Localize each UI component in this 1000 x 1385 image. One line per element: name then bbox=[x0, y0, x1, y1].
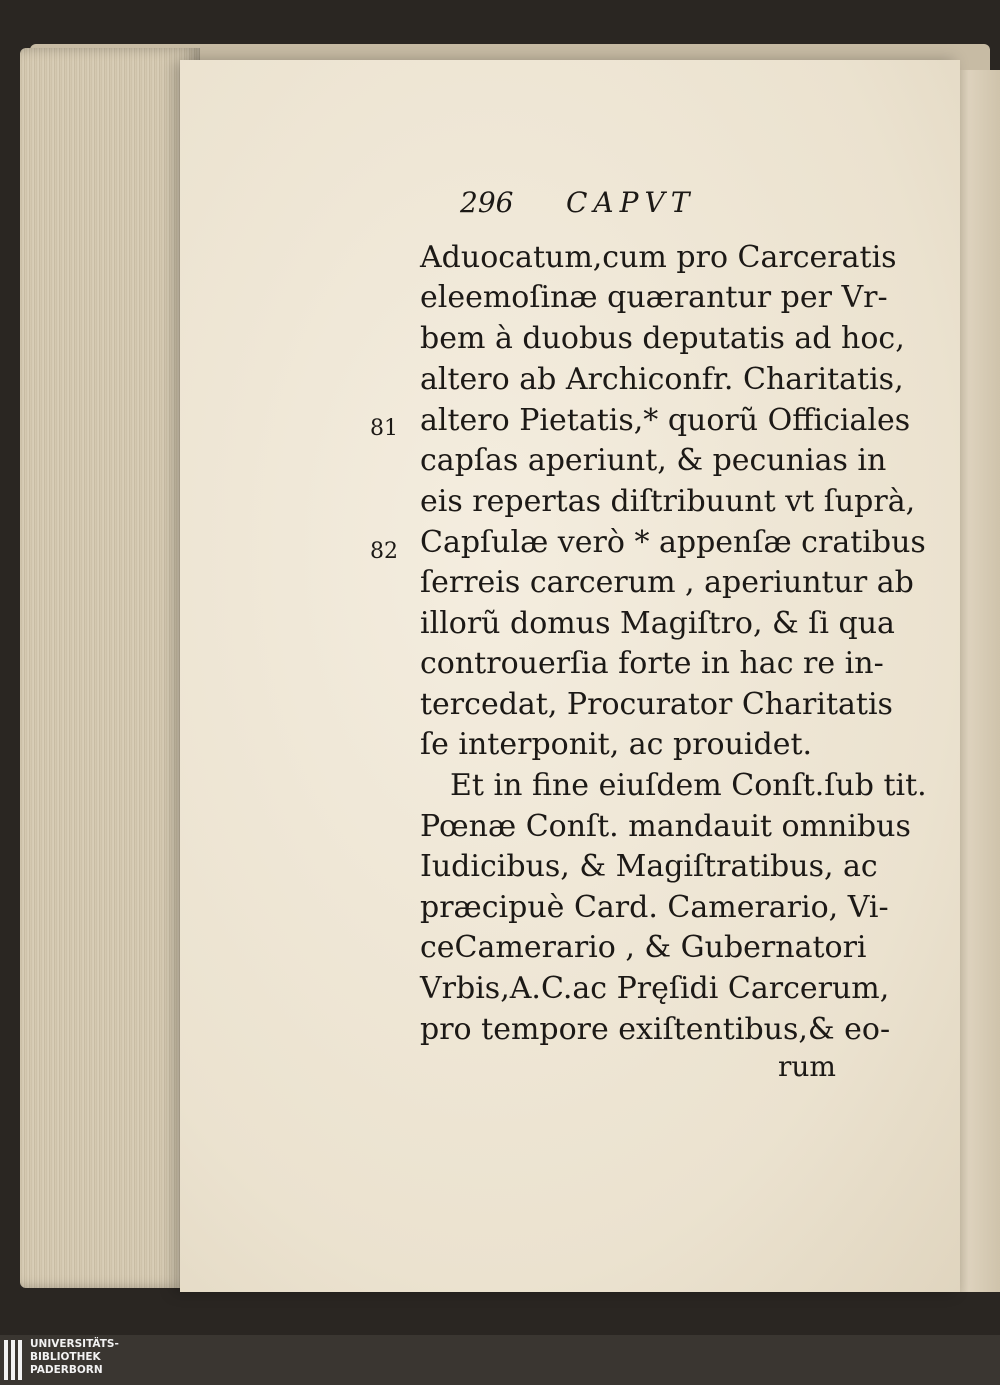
text-line: controuerſia forte in hac re in- bbox=[420, 646, 884, 681]
library-logo-icon bbox=[4, 1340, 24, 1380]
text-line: ceCamerario , & Gubernatori bbox=[420, 930, 867, 965]
text-line: tercedat, Procurator Charitatis bbox=[420, 687, 893, 722]
margin-note: 82 bbox=[370, 539, 398, 564]
text-line: bem à duobus deputatis ad hoc, bbox=[420, 321, 905, 356]
text-line: Vrbis,A.C.ac Pręſidi Carcerum, bbox=[420, 971, 890, 1006]
text-line: Et in fine eiuſdem Conſt.ſub tit. bbox=[450, 768, 927, 803]
text-line: Aduocatum,cum pro Carceratis bbox=[420, 240, 897, 275]
page-stack-edge bbox=[20, 48, 200, 1288]
text-line: præcipuè Card. Camerario, Vi- bbox=[420, 890, 889, 925]
text-line: eleemoſinæ quærantur per Vr- bbox=[420, 280, 888, 315]
running-title: CAPVT bbox=[566, 186, 696, 219]
library-name-line: UNIVERSITÄTS- bbox=[30, 1338, 119, 1350]
text-line: pro tempore exiſtentibus,& eo- bbox=[420, 1012, 891, 1047]
page-number: 296 bbox=[460, 186, 514, 219]
library-name-line: PADERBORN bbox=[30, 1364, 103, 1376]
catchword: rum bbox=[778, 1050, 836, 1083]
library-name-line: BIBLIOTHEK bbox=[30, 1351, 101, 1363]
page-header bbox=[460, 186, 880, 226]
text-line: altero ab Archiconfr. Charitatis, bbox=[420, 362, 904, 397]
library-footer bbox=[0, 1335, 1000, 1385]
text-line: eis repertas diſtribuunt vt ſuprà, bbox=[420, 484, 916, 519]
text-line: Pœnæ Conſt. mandauit omnibus bbox=[420, 809, 911, 844]
text-line: ſe interponit, ac prouidet. bbox=[420, 727, 813, 762]
library-name bbox=[30, 1338, 119, 1377]
text-line: altero Pietatis,* quorũ Officiales bbox=[420, 403, 911, 438]
margin-note: 81 bbox=[370, 416, 398, 441]
text-line: ſerreis carcerum , aperiuntur ab bbox=[420, 565, 914, 600]
text-line: capſas aperiunt, & pecunias in bbox=[420, 443, 887, 478]
text-line: Capſulæ verò * appenſæ cratibus bbox=[420, 525, 926, 560]
text-line: illorũ domus Magiſtro, & ſi qua bbox=[420, 606, 895, 641]
text-line: Iudicibus, & Magiſtratibus, ac bbox=[420, 849, 878, 884]
